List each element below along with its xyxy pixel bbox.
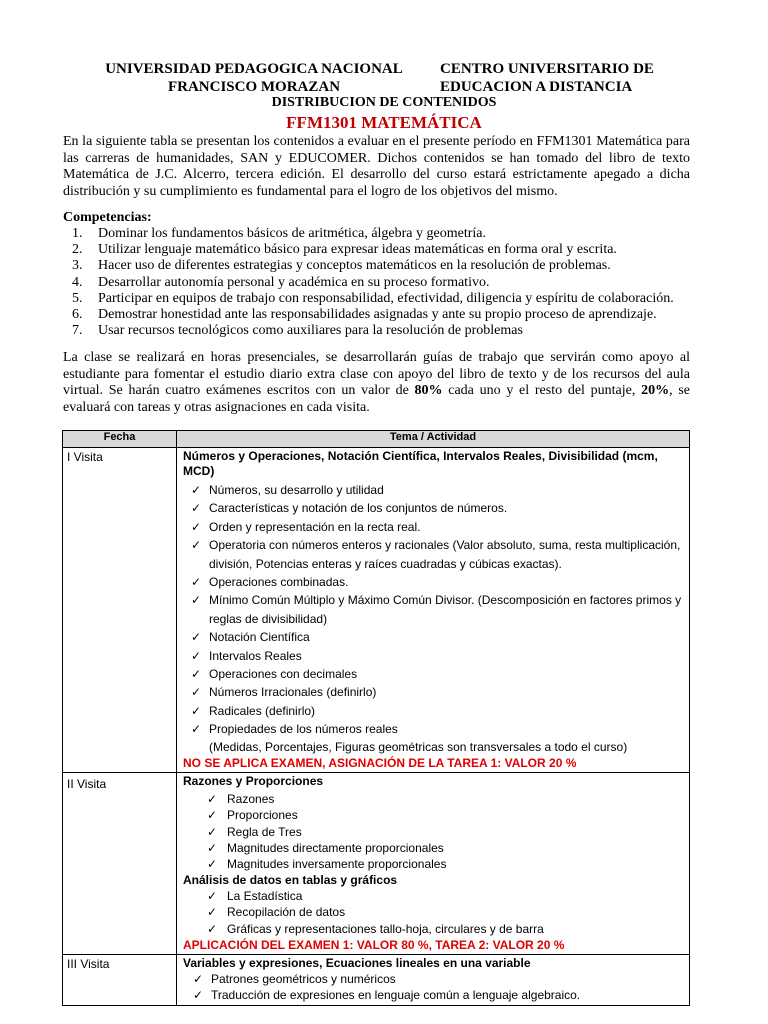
table-header-row <box>63 431 690 448</box>
competencias-list <box>72 226 674 339</box>
competencia-number: 2. <box>72 242 83 258</box>
checkmark-icon: ✓ <box>191 667 202 682</box>
topic-text: Razones <box>227 791 275 806</box>
visit1-evaluation: NO SE APLICA EXAMEN, ASIGNACIÓN DE LA TAREA 1: VALOR 20 % <box>183 755 577 770</box>
topic-text: Patrones geométricos y numéricos <box>211 971 396 986</box>
clase-text-2: cada uno y el resto del puntaje, <box>442 383 642 398</box>
checkmark-icon: ✓ <box>207 857 218 872</box>
topic-text: Propiedades de los números reales <box>209 722 398 737</box>
topic-text: Proporciones <box>227 808 298 823</box>
competencia-item <box>72 275 674 291</box>
visit2-topic-list-1 <box>183 791 685 873</box>
visit3-tema <box>177 954 690 1005</box>
topic-item <box>183 888 685 904</box>
competencia-item <box>72 242 674 258</box>
competencia-item <box>72 291 674 307</box>
topic-text: Notación Científica <box>209 630 310 645</box>
topic-text: La Estadística <box>227 888 303 903</box>
visit2-title-1: Razones y Proporciones <box>183 773 324 788</box>
visit1-tema <box>177 448 690 773</box>
checkmark-icon: ✓ <box>191 630 202 645</box>
topic-item <box>183 702 685 720</box>
checkmark-icon: ✓ <box>191 703 202 718</box>
table-row-visit1 <box>63 448 690 773</box>
intro-paragraph: En la siguiente tabla se presentan los contenidos a evaluar en el presente período en FFM1301 Matemática para las carreras de humanidades, SAN y EDUCOMER. Dichos contenidos se han tomado del libro de texto Matemática de J.C. Alcerro, tercera edición. El desarrollo del curso estará estrictamente apegado a dicha distribución y su cumplimiento es fundamental para el logro de los objetivos del mismo. <box>63 134 690 199</box>
topic-item <box>183 807 685 823</box>
topic-item <box>183 647 685 665</box>
topic-item <box>183 987 685 1003</box>
visit1-note: (Medidas, Porcentajes, Figuras geométricas son transversales a todo el curso) <box>209 739 628 754</box>
topic-text: Regla de Tres <box>227 824 302 839</box>
topic-item <box>183 665 685 683</box>
topic-text: Operatoria con números enteros y racionales (Valor absoluto, suma, resta multiplicación, división, Potencias enteras y raíces cuadradas y cúbicas exactas). <box>209 538 681 571</box>
checkmark-icon: ✓ <box>191 685 202 700</box>
checkmark-icon: ✓ <box>191 483 202 497</box>
competencia-text: Usar recursos tecnológicos como auxiliares para la resolución de problemas <box>98 323 523 339</box>
topic-item <box>183 856 685 872</box>
topic-item <box>183 921 685 937</box>
topic-item <box>183 518 685 536</box>
competencia-item <box>72 307 674 323</box>
topic-item <box>183 904 685 920</box>
competencia-text: Desarrollar autonomía personal y académica en su proceso formativo. <box>98 274 490 290</box>
clase-bold-1: 80% <box>414 383 443 398</box>
topic-item <box>183 499 685 517</box>
topic-item <box>183 481 685 499</box>
checkmark-icon: ✓ <box>207 905 218 920</box>
checkmark-icon: ✓ <box>191 501 202 516</box>
center-name <box>440 60 670 96</box>
topic-text: Números, su desarrollo y utilidad <box>209 483 384 497</box>
topic-text: Operaciones con decimales <box>209 667 358 682</box>
document-subtitle: DISTRIBUCION DE CONTENIDOS <box>271 95 497 110</box>
competencia-text: Participar en equipos de trabajo con responsabilidad, efectividad, diligencia y espíritu de colaboración. <box>98 290 674 306</box>
clase-text-3: , se evaluará con tareas y otras asignaciones en cada visita. <box>63 383 690 415</box>
checkmark-icon: ✓ <box>193 988 204 1003</box>
topic-text: Radicales (definirlo) <box>209 703 316 718</box>
competencia-number: 7. <box>72 323 83 339</box>
university-line1: UNIVERSIDAD PEDAGOGICA NACIONAL <box>105 61 403 77</box>
university-line2: FRANCISCO MORAZAN <box>167 79 341 95</box>
content-table <box>62 430 690 1006</box>
checkmark-icon: ✓ <box>191 538 202 553</box>
topic-text: Magnitudes directamente proporcionales <box>227 840 444 855</box>
competencia-item <box>72 323 674 339</box>
competencias-title: Competencias: <box>63 210 152 225</box>
competencia-number: 3. <box>72 258 83 274</box>
visit1-title: Números y Operaciones, Notación Científica, Intervalos Reales, Divisibilidad (mcm, MCD) <box>183 449 658 478</box>
checkmark-icon: ✓ <box>207 791 218 806</box>
competencia-text: Dominar los fundamentos básicos de aritmética, álgebra y geometría. <box>98 226 486 241</box>
topic-item <box>183 536 685 573</box>
topic-text: Operaciones combinadas. <box>209 575 349 590</box>
visit1-fecha: I Visita <box>63 448 177 773</box>
clase-text-1: La clase se realizará en horas presenciales, se desarrollarán guías de trabajo que servirán como apoyo al estudiante para fomentar el estudio diario extra clase con apoyo del libro de texto y de los recursos del aula virtual. Se harán cuatro exámenes escritos con un valor de <box>63 350 690 398</box>
center-line1: CENTRO UNIVERSITARIO DE <box>440 61 654 77</box>
checkmark-icon: ✓ <box>193 971 204 986</box>
checkmark-icon: ✓ <box>191 519 202 534</box>
checkmark-icon: ✓ <box>191 593 202 608</box>
visit2-evaluation: APLICACIÓN DEL EXAMEN 1: VALOR 80 %, TAREA 2: VALOR 20 % <box>183 937 565 952</box>
topic-item <box>183 824 685 840</box>
competencia-text: Demostrar honestidad ante las responsabilidades asignadas y ante su propio proceso de aprendizaje. <box>98 307 657 323</box>
checkmark-icon: ✓ <box>191 722 202 737</box>
competencia-text: Hacer uso de diferentes estrategias y conceptos matemáticos en la resolución de problemas. <box>98 258 611 274</box>
topic-text: Recopilación de datos <box>227 905 346 920</box>
checkmark-icon: ✓ <box>207 888 218 903</box>
course-title: FFM1301 MATEMÁTICA <box>286 113 482 132</box>
topic-text: Mínimo Común Múltiplo y Máximo Común Divisor. (Descomposición en factores primos y reglas de divisibilidad) <box>209 593 682 626</box>
visit2-tema <box>177 772 690 954</box>
topic-item <box>183 791 685 807</box>
topic-item <box>183 573 685 591</box>
topic-text: Orden y representación en la recta real. <box>209 519 421 534</box>
topic-item <box>183 591 685 628</box>
topic-item <box>183 971 685 987</box>
topic-text: Gráficas y representaciones tallo-hoja, circulares y de barra <box>227 921 544 936</box>
col-header-fecha: Fecha <box>63 431 177 448</box>
checkmark-icon: ✓ <box>207 921 218 936</box>
topic-item <box>183 720 685 738</box>
clase-bold-2: 20% <box>641 383 670 398</box>
visit2-title-2: Análisis de datos en tablas y gráficos <box>183 872 398 887</box>
checkmark-icon: ✓ <box>207 840 218 855</box>
checkmark-icon: ✓ <box>191 575 202 590</box>
competencia-text: Utilizar lenguaje matemático básico para expresar ideas matemáticas en forma oral y escrita. <box>98 242 617 258</box>
table-row-visit2 <box>63 772 690 954</box>
visit1-topic-list <box>183 481 685 739</box>
visit3-title: Variables y expresiones, Ecuaciones lineales en una variable <box>183 955 531 970</box>
topic-item <box>183 840 685 856</box>
visit2-topic-list-2 <box>183 888 685 937</box>
checkmark-icon: ✓ <box>207 808 218 823</box>
topic-text: Intervalos Reales <box>209 648 302 663</box>
topic-item <box>183 628 685 646</box>
col-header-tema: Tema / Actividad <box>177 431 690 448</box>
competencia-item <box>72 258 674 274</box>
clase-paragraph <box>63 350 690 416</box>
table-row-visit3 <box>63 954 690 1005</box>
university-name <box>104 60 404 96</box>
center-line2: EDUCACION A DISTANCIA <box>440 79 633 95</box>
visit3-topic-list <box>183 971 685 1004</box>
visit2-fecha: II Visita <box>63 772 177 954</box>
competencia-number: 5. <box>72 290 83 306</box>
topic-text: Características y notación de los conjuntos de números. <box>209 501 508 516</box>
competencia-number: 4. <box>72 274 83 290</box>
topic-text: Traducción de expresiones en lenguaje común a lenguaje algebraico. <box>211 988 581 1003</box>
topic-text: Números Irracionales (definirlo) <box>209 685 377 700</box>
competencia-number: 6. <box>72 307 83 323</box>
competencia-number: 1. <box>72 226 83 241</box>
topic-text: Magnitudes inversamente proporcionales <box>227 857 447 872</box>
checkmark-icon: ✓ <box>191 648 202 663</box>
visit3-fecha: III Visita <box>63 954 177 1005</box>
topic-item <box>183 683 685 701</box>
competencia-item <box>72 226 674 242</box>
checkmark-icon: ✓ <box>207 824 218 839</box>
